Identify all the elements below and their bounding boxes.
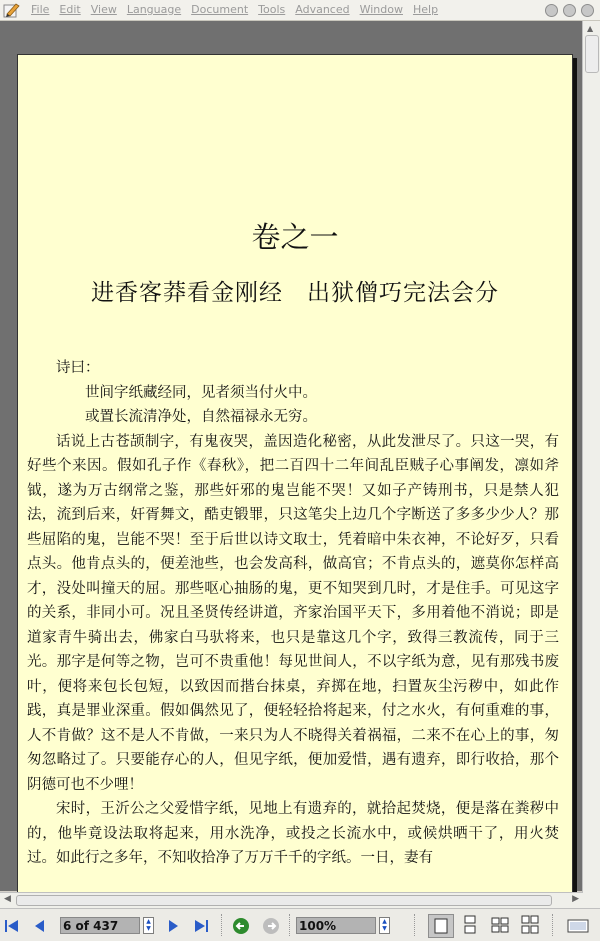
continuous-facing-icon: [518, 914, 542, 936]
scroll-left-icon[interactable]: ◀: [4, 894, 11, 904]
vertical-scroll-thumb[interactable]: [585, 35, 599, 73]
single-page-icon: [429, 915, 453, 937]
poem-line: 或置长流清净处，自然福禄永无穷。: [85, 409, 317, 425]
app-logo-icon: [3, 2, 21, 18]
chapter-title: 进香客莽看金刚经 出狱僧巧完法会分: [91, 280, 499, 306]
history-back-icon[interactable]: [232, 917, 250, 935]
menu-advanced[interactable]: Advanced: [295, 3, 350, 16]
page-number-field[interactable]: 6 of 437: [60, 917, 140, 934]
menu-view[interactable]: View: [90, 3, 117, 16]
next-page-icon[interactable]: [164, 917, 182, 935]
continuous-view-button[interactable]: [458, 914, 484, 938]
toolbar-separator: [552, 914, 554, 936]
vertical-scrollbar[interactable]: [582, 21, 600, 892]
previous-page-icon[interactable]: [31, 917, 49, 935]
poem-line: 世间字纸藏经同，见者须当付火中。: [85, 384, 317, 401]
minimize-button[interactable]: [545, 4, 558, 17]
menu-language[interactable]: Language: [126, 3, 182, 16]
history-forward-icon[interactable]: [262, 917, 280, 935]
document-viewport[interactable]: [0, 21, 600, 891]
scroll-right-icon[interactable]: ▶: [572, 894, 579, 904]
toolbar-separator: [221, 914, 223, 936]
page-body: [27, 356, 559, 871]
toolbar-separator: [289, 914, 291, 936]
document-page: [17, 54, 573, 909]
menu-help[interactable]: Help: [412, 3, 439, 16]
paragraph: 宋时，王沂公之父爱惜字纸，见地上有遗弃的，就拾起焚烧，便是落在粪秽中的，他毕竟设法取将起来，用水洗净，或投之长流水中，或候烘晒干了，用火焚过。如此行之多年，不知收拾净了万万千千的字纸。一日，妻有: [27, 801, 559, 866]
menu-items: [31, 3, 448, 16]
menu-bar: [0, 0, 600, 21]
facing-view-button[interactable]: [488, 914, 514, 938]
volume-title: 卷之一: [251, 220, 339, 254]
menu-tools[interactable]: Tools: [258, 3, 286, 16]
last-page-icon[interactable]: [192, 917, 210, 935]
close-button[interactable]: [581, 4, 594, 17]
zoom-field[interactable]: 100%: [296, 917, 376, 934]
continuous-facing-view-button[interactable]: [518, 914, 544, 938]
zoom-spinner[interactable]: ▲ ▼: [379, 917, 390, 934]
continuous-page-icon: [458, 914, 482, 936]
scroll-up-icon[interactable]: ▲: [587, 24, 594, 33]
menu-file[interactable]: File: [31, 3, 50, 16]
navigation-toolbar: [0, 908, 600, 941]
facing-pages-icon: [488, 914, 512, 936]
poem-label: 诗曰：: [56, 360, 100, 376]
window-controls: [545, 4, 594, 17]
first-page-icon[interactable]: [3, 917, 21, 935]
menu-edit[interactable]: Edit: [59, 3, 81, 16]
scrollbar-corner: [583, 892, 600, 908]
single-page-view-button[interactable]: [428, 914, 454, 938]
fullscreen-icon[interactable]: [565, 917, 591, 935]
paragraph: 话说上古苍颉制字，有鬼夜哭，盖因造化秘密，从此发泄尽了。只这一哭，有好些个来因。假如孔子作《春秋》，把二百四十二年间乱臣贼子心事阐发，凛如斧钺，遂为万古纲常之鉴，那些奸邪的鬼岂能不哭！又如子产铸刑书，只是禁人犯法，流到后来，奸胥舞文，酷吏锻罪，只这笔尖上边几个字断送了多多少少人？那些屈陷的鬼，岂能不哭！至于后世以诗文取士，凭着暗中朱衣神，不论好歹，只看点头。他肯点头的，便差池些，也会发高科，做高官；不肯点头的，遮莫你怎样高才，没处叫撞天的屈。那些呕心抽肠的鬼，更不知哭到几时，才是住手。可见这字的关系，非同小可。况且圣贤传经讲道，齐家治国平天下，多用着他不消说；即是道家青牛骑出去，佛家白马驮将来，也只是靠这几个字，致得三教流传，同于三光。那字是何等之物，岂可不贵重他！每见世间人，不以字纸为意，见有那残书废叶，便将来包长包短，以致因而揩台抹桌，弃掷在地，扫置灰尘污秽中，如此作践，真是罪业深重。假如偶然见了，便轻轻拾将起来，付之水火，有何重难的事，人不肯做？这不是人不肯做，一来只为人不晓得关着祸福，二来不在心上的事，匆匆忽略过了。只要能存心的人，但见字纸，便加爱惜，遇有遗弃，即行收拾，那个阴德可也不少哩！: [27, 433, 559, 793]
menu-document[interactable]: Document: [191, 3, 249, 16]
horizontal-scrollbar[interactable]: [0, 892, 583, 908]
menu-window[interactable]: Window: [359, 3, 403, 16]
maximize-button[interactable]: [563, 4, 576, 17]
toolbar-separator: [414, 914, 416, 936]
page-spinner[interactable]: ▲ ▼: [143, 917, 154, 934]
horizontal-scroll-thumb[interactable]: [16, 895, 552, 906]
